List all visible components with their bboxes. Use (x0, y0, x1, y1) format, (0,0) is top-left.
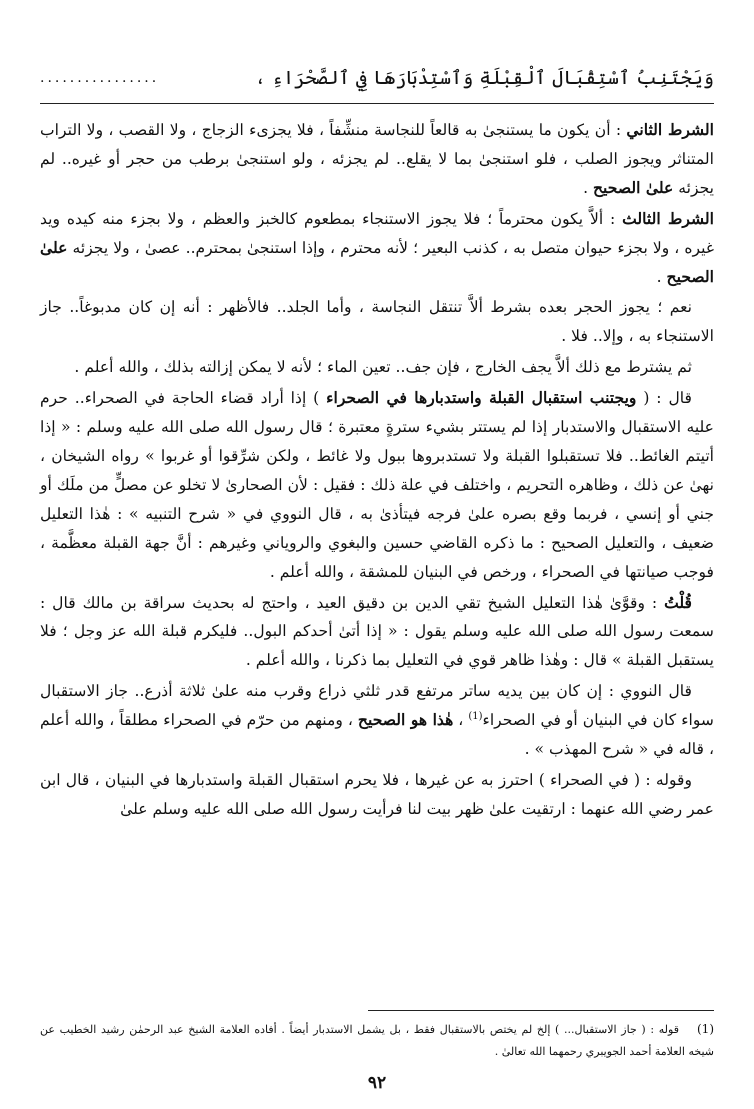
paragraph-emphasis: علىٰ الصحيح (592, 177, 674, 197)
paragraph-desert (40, 766, 714, 824)
paragraph-label: الشرط الثاني (626, 120, 714, 139)
paragraph-end: ) إذا أراد قضاء الحاجة في الصحراء.. حرم عليه الاستقبال والاستدبار إذا لم يستتر بشيء سترةٍ معتبرة ؛ قال رسول الله صلى الله عليه وسلم : « إذا أتيتم الغائط.. فلا تستقبلوا القبلة ولا تستدبروها ببول ولا غائط ، ولكن شرِّقوا أو غربوا » رواه الشيخان ، نهىٰ عن ذلك ، وظاهره التحريم ، واختلف في علة ذلك : فقيل : لأن الصحارىٰ لا تخلو عن مصلٍّ من ملَك أو جني أو إنسي ، فربما وقع بصره علىٰ فرجه فيتأذىٰ به ، قال النووي في « شرح التنبيه » : هٰذا التعليل ضعيف ، والتعليل الصحيح : ما ذكره القاضي حسين والبغوي والروياني وغيرهم : أنَّ جهة القبلة معظَّمة ، فوجب صيانتها في الصحراء ، ورخص في البنيان للمشقة ، والله أعلم . (40, 389, 714, 581)
paragraph-text: ثم يشترط مع ذلك ألاَّ يجف الخارج ، فإن جف.. تعين الماء ؛ لأنه لا يمكن إزالته بذلك ، والله أعلم . (74, 358, 692, 377)
paragraph-emphasis: هٰذا هو الصحيح (357, 710, 454, 730)
paragraph-text: : وقوَّىٰ هٰذا التعليل الشيخ تقي الدين بن دقيق العيد ، واحتج له بحديث سراقة بن مالك قال : سمعت رسول الله صلى الله عليه وسلم يقول : « إذا أتىٰ أحدكم البول.. فليكرم قبلة الله عز وجل ؛ فلا يستقبل القبلة » قال : وهٰذا ظاهر قوي في التعليل بما ذكرنا ، والله أعلم . (40, 593, 714, 670)
paragraph-text: : أن يكون ما يستنجىٰ به قالعاً للنجاسة منشِّفاً ، فلا يجزىء الزجاج ، ولا القصب ، ولا التراب المتناثر ويجوز الصلب ، فلو استنجىٰ بما لا يقلع.. لم يجزئه ، ولو استنجىٰ برطب من حجر أو غيره.. لم يجزئه (40, 121, 714, 197)
footnote-text: قوله : ( جاز الاستقبال... ) إلخ لم يختص بالاستقبال فقط ، بل يشمل الاستدبار أيضاً . أفاده العلامة الشيخ عبد الرحمٰن رشيد الخطيب عن شيخه العلامة أحمد الجويبري رحمهما الله تعالىٰ . (40, 1023, 714, 1058)
footnote-rule (368, 1010, 714, 1011)
paragraph-end: . (656, 267, 667, 286)
paragraph-text: نعم ؛ يجوز الحجر بعده بشرط ألاَّ تنتقل النجاسة ، وأما الجلد.. فالأظهر : أنه إن كان مدبوغاً.. جاز الاستنجاء به ، وإلا.. فلا . (40, 298, 714, 346)
footnote-reference[interactable]: (1) (468, 710, 483, 722)
main-text (40, 116, 714, 826)
page-number: ٩٢ (367, 1073, 387, 1093)
running-head-title: وَيَجْتَنِبُ ٱسْتِقْبَالَ ٱلْقِبْلَةِ وَٱسْتِدْبَارَهَا فِي ٱلصَّحْرَاءِ ، (254, 67, 714, 89)
paragraph-end: . (583, 178, 593, 197)
paragraph-text: قال النووي : إن كان بين يديه ساتر مرتفع قدر ثلثي ذراع وقرب منه علىٰ ثلاثة أذرع.. جاز الاستقبال سواء كان في البنيان أو في الصحراء (40, 682, 714, 730)
paragraph-qibla (40, 384, 714, 586)
paragraph-condition-two (40, 116, 714, 203)
paragraph-label: الشرط الثالث (622, 208, 714, 228)
paragraph-condition-three (40, 205, 714, 292)
footnote-number: (1) (696, 1022, 714, 1036)
paragraph-dryness (40, 353, 714, 382)
paragraph-emphasis: علىٰ الصحيح (40, 237, 714, 286)
paragraph-label: قُلْتُ (664, 592, 692, 612)
paragraph-end: ، ومنهم من حرّم في الصحراء مطلقاً ، والله أعلم ، قاله في « شرح المهذب » . (40, 711, 714, 759)
header-rule (40, 103, 714, 104)
paragraph-nawawi (40, 677, 714, 764)
paragraph-emphasis: ويجتنب استقبال القبلة واستدبارها في الصحراء (326, 388, 637, 408)
paragraph-text: وقوله : ( في الصحراء ) احترز به عن غيرها ، فلا يحرم استقبال القبلة واستدبارها في البنيان ، قال ابن عمر رضي الله عنهما : ارتقيت علىٰ ظهر بيت لنا فرأيت رسول الله صلى الله عليه وسلم علىٰ (40, 770, 714, 818)
paragraph-text: قال : ( (636, 389, 692, 408)
running-head (40, 58, 714, 98)
footnote (40, 1018, 714, 1063)
running-head-dots: ................ (40, 70, 160, 86)
paragraph-qultu (40, 589, 714, 676)
paragraph-text: : ألاَّ يكون محترماً ؛ فلا يجوز الاستنجاء بمطعوم كالخبز والعظم ، ولا بجزء منه كيده ويد غيره ، ولا بجزء حيوان متصل به ، كذنب البعير ؛ لأنه محترم ، وإذا استنجىٰ بمحترم.. عصىٰ ، ولا يجزئه (40, 209, 714, 257)
paragraph-leather (40, 293, 714, 351)
paragraph-text: ، (453, 711, 469, 730)
